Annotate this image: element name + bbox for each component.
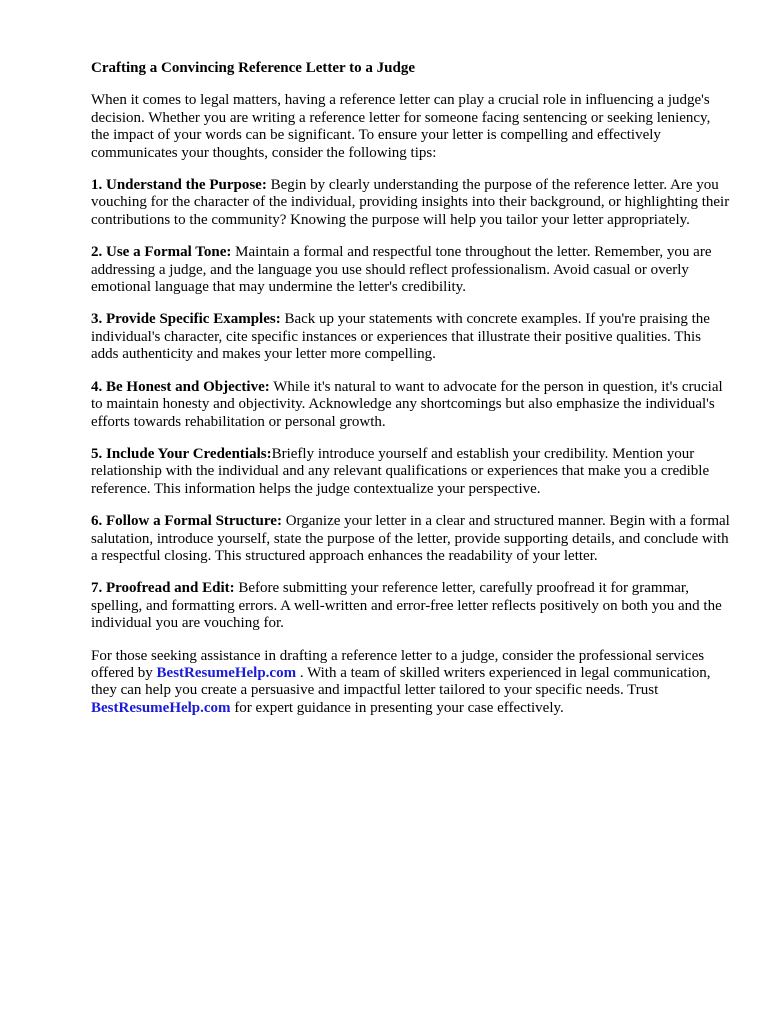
tip-paragraph-1 xyxy=(91,177,731,229)
closing-paragraph xyxy=(91,648,731,718)
tip-body-4: While it's natural to want to advocate for the person in question, it's crucial to maintain honesty and objectivity. Acknowledge any shortcomings but also emphasize the individual's efforts towards rehabilitation or personal growth. xyxy=(91,378,723,430)
tip-body-1: Begin by clearly understanding the purpose of the reference letter. Are you vouching for the character of the individual, providing insights into their background, or highlighting their contributions to the community? Knowing the purpose will help you tailor your letter appropriately. xyxy=(91,177,730,228)
tip-body-6: Organize your letter in a clear and structured manner. Begin with a formal salutation, introduce yourself, state the purpose of the letter, provide supporting details, and conclude with a respectful closing. This structured approach enhances the readability of your letter. xyxy=(91,513,730,564)
tip-paragraph-6 xyxy=(91,513,731,565)
tip-heading-4: 4. Be Honest and Objective: xyxy=(91,378,270,395)
tip-heading-1: 1. Understand the Purpose: xyxy=(91,177,267,194)
tip-paragraph-4 xyxy=(91,379,731,431)
tip-heading-2: 2. Use a Formal Tone: xyxy=(91,244,232,261)
tip-paragraph-2 xyxy=(91,244,731,296)
tip-body-3: Back up your statements with concrete examples. If you're praising the individual's character, cite specific instances or experiences that illustrate their positive qualities. This adds authenticity and makes your letter more compelling. xyxy=(91,311,710,363)
closing-text-1: For those seeking assistance in drafting a reference letter to a judge, consider the professional services offered by xyxy=(91,647,705,681)
bestresumehelp-link-1[interactable]: BestResumeHelp.com xyxy=(156,664,297,681)
tip-body-2: Maintain a formal and respectful tone throughout the letter. Remember, you are addressing a judge, and the language you use should reflect professionalism. Avoid casual or overly emotional language that may undermine the letter's credibility. xyxy=(91,244,712,296)
tip-paragraph-7 xyxy=(91,580,731,632)
tip-body-5: Briefly introduce yourself and establish your credibility. Mention your relationship with the individual and any relevant qualifications or experiences that make you a credible reference. This information helps the judge contextualize your perspective. xyxy=(91,445,710,497)
tip-paragraph-5 xyxy=(91,446,731,498)
tip-heading-7: 7. Proofread and Edit: xyxy=(91,580,235,597)
closing-text-2: . With a team of skilled writers experienced in legal communication, they can help you create a persuasive and impactful letter tailored to your specific needs. Trust xyxy=(91,664,711,699)
bestresumehelp-link-2[interactable]: BestResumeHelp.com xyxy=(91,699,231,716)
document-title: Crafting a Convincing Reference Letter to a Judge xyxy=(91,60,415,76)
intro-paragraph: When it comes to legal matters, having a reference letter can play a crucial role in influencing a judge's decision. Whether you are writing a reference letter for someone facing sentencing or seeking leniency, the impact of your words can be significant. To ensure your letter is compelling and effectively communicates your thoughts, consider the following tips: xyxy=(91,92,711,161)
tip-heading-3: 3. Provide Specific Examples: xyxy=(91,311,281,328)
tip-heading-6: 6. Follow a Formal Structure: xyxy=(91,513,282,530)
tip-body-7: Before submitting your reference letter, carefully proofread it for grammar, spelling, and formatting errors. A well-written and error-free letter reflects positively on both you and the individual you are vouching for. xyxy=(91,580,722,632)
document-page xyxy=(91,60,731,732)
tip-heading-5: 5. Include Your Credentials: xyxy=(91,445,272,462)
tip-paragraph-3 xyxy=(91,311,731,363)
closing-text-3: for expert guidance in presenting your case effectively. xyxy=(230,699,564,716)
